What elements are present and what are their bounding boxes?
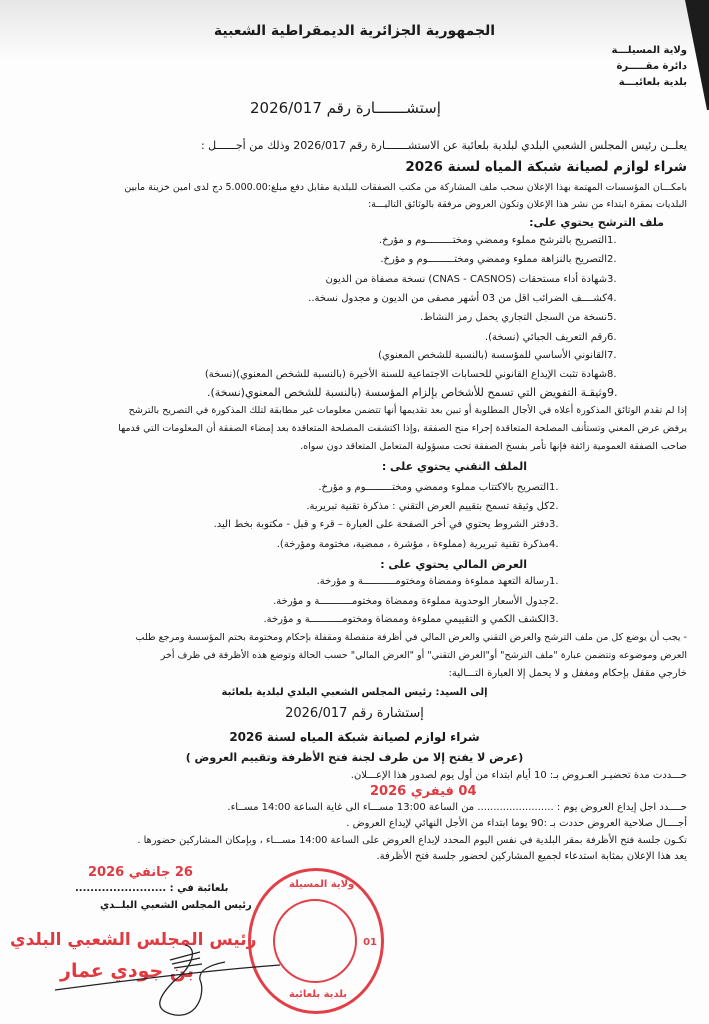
technical-heading: الملف التقني يحتوي على : <box>381 460 527 473</box>
intro-line: بامكـــان المؤسسات المهتمة بهذا الإعلان سحب ملف المشاركة من مكتب الصفقات للبلدية مقابل دفع مبلغ:5.000.00 دج لدى امين خزينة مابين <box>124 182 687 193</box>
list-item <box>378 349 627 363</box>
list-item-text: الكشف الكمي و التقييمي مملوءة وممضاة ومختومـــــــــــة و مؤرخة. <box>263 614 549 625</box>
list-item <box>207 386 627 400</box>
list-item-text: شهادة أداء مستحقات (CNAS - CASNOS) نسخة مصفاة من الديون <box>325 274 607 285</box>
wilaya-label: ولاية المسيلـــة <box>611 45 687 56</box>
list-item <box>318 481 569 495</box>
candidacy-note-line: صاحب الصفقة العمومية زائفة فإنها تأمر بفسخ الصفقة تحت مسؤولية المتعامل المتعاقد دون سواه. <box>300 441 687 452</box>
candidacy-note-line: يرفض عرض المعني وتستأنف المصلحة المتعاقدة إجراء منح الصفقة ,وإذا اكتشفت المصلحة المتعاقدة بعد إمضاء الصفقة أن المعلومات التي قدمها <box>118 423 687 434</box>
list-item-text: كشــــف الضرائب اقل من 03 أشهر مصفى من الديون و مجدول نسخة.. <box>308 293 607 304</box>
financial-heading: العرض المالي يحتوي على : <box>380 558 527 571</box>
baladiya-label: بلدية بلعائبـــة <box>618 77 687 88</box>
list-item <box>485 331 627 345</box>
list-item <box>317 575 569 589</box>
list-item-text: شهادة تثبت الإيداع القانوني للحسابات الاجتماعية للسنة الأخيرة (بالنسبة للشخص المعنوي)(نسخة) <box>204 369 607 380</box>
list-item <box>420 311 627 325</box>
list-item-text: رقم التعريف الجبائي (نسخة). <box>484 332 607 343</box>
terms-line: حـــددت مدة تحضيـر العـروض بـ: 10 أيام ابتداء من أول يوم لصدور هذا الإعـــلان. <box>350 770 687 781</box>
list-item-text: دفتر الشروط يحتوي في أخر الصفحة على العبارة – قرء و قبل - مكتوبة بخط اليد. <box>213 519 549 530</box>
financial-note-line: - يجب أن يوضع كل من ملف الترشح والعرض التقني والعرض المالي في أظرفة منفصلة ومقفلة بإحكام ومختومة بختم المؤسسة ومرجع طلب <box>135 632 687 643</box>
list-item <box>379 234 627 248</box>
list-item <box>263 613 569 627</box>
list-number: .5 <box>607 312 617 323</box>
list-number: .2 <box>549 596 559 607</box>
handwritten-deposit-date: 04 فيفري 2026 <box>370 784 477 799</box>
subject-heading: شراء لوازم لصيانة شبكة المياه لسنة 2026 <box>405 159 687 175</box>
list-number: .1 <box>549 576 559 587</box>
list-item <box>380 253 627 267</box>
list-item-text: التصريح بالاكتتاب مملوء وممضي ومختـــــــــوم و مؤرخ. <box>318 482 549 493</box>
terms-line: أجــــال صلاحية العروض حددت بـ :90 يوما ابتداء من الأجل النهائي لإيداع العروض . <box>346 818 687 829</box>
list-item-text: مذكرة تقنية تبريرية (مملوءة ، مؤشرة ، ممضية، مختومة ومؤرخة). <box>276 539 549 550</box>
seal-top-text: ولاية المسيلة <box>289 879 355 890</box>
daira-label: دائرة مقـــــرة <box>616 61 687 72</box>
list-number: .3 <box>549 519 559 530</box>
announcement-line: يعلــن رئيس المجلس الشعبي البلدي لبلدية بلعائبة عن الاستشـــــــارة رقم 2026/017 وذلك من أجــــــل : <box>200 139 687 152</box>
list-item-text: القانوني الأساسي للمؤسسة (بالنسبة للشخص المعنوي) <box>378 350 607 361</box>
list-number: .7 <box>607 350 617 361</box>
consultation-title: إستشـــــــارة رقم 2026/017 <box>250 99 441 117</box>
candidacy-note-line: إذا لم تقدم الوثائق المذكورة أعلاه في الأجال المطلوبة أو تبين بعد تقديمها أنها تتضمن معلومات غير مطابقة لتلك المذكورة في التصريح بالترشح <box>128 405 687 416</box>
terms-line: يعد هذا الإعلان بمثابة استدعاء لجميع المشاركين لحضور جلسة فتح الأظرفة. <box>376 851 687 862</box>
signature-stamp-name: بن جودي عمار <box>60 960 195 982</box>
intro-line: البلديات بمقرة ابتداء من نشر هذا الإعلان وتكون العروض مرفقة بالوثائق التاليـــة: <box>367 199 687 210</box>
list-item-text: كل وثيقة تسمح بتقييم العرض التقني : مذكرة تقنية تبريرية. <box>306 501 549 512</box>
list-number: .1 <box>607 235 617 246</box>
list-item <box>325 273 627 287</box>
list-item <box>214 518 569 532</box>
signature-stamp-title: رئيس المجلس الشعبي البلدي <box>10 930 257 950</box>
seal-number: 01 <box>363 937 377 948</box>
financial-note-line: خارجي مقفل بإحكام ومغفل و لا يحمل إلا العبارة التـــالية: <box>448 668 687 679</box>
candidacy-heading: ملف الترشح يحتوي على: <box>529 216 664 229</box>
list-item-text: التصريح بالترشح مملوء وممضي ومختـــــــــوم و مؤرخ. <box>378 235 607 246</box>
list-number: .4 <box>549 539 559 550</box>
list-item <box>273 595 569 609</box>
envelope-warning: (عرض لا يفتح إلا من طرف لجنة فتح الأظرفة وتقييم العروض ) <box>185 751 524 764</box>
list-number: .2 <box>549 501 559 512</box>
list-item-text: رسالة التعهد مملوءة وممضاة ومختومـــــــــــة و مؤرخة. <box>316 576 549 587</box>
handwritten-sign-date: 26 جانفي 2026 <box>88 865 193 880</box>
list-item-text: نسخة من السجل التجاري يحمل رمز النشاط. <box>420 312 607 323</box>
signatory-title: رئيس المجلس الشعبي البلــدي <box>100 900 252 911</box>
list-number: .4 <box>607 293 617 304</box>
envelope-address: إلى السيد: رئيس المجلس الشعبي البلدي لبلدية بلعائبة <box>221 687 488 698</box>
list-item <box>308 292 627 306</box>
list-number: .9 <box>607 386 618 399</box>
list-item <box>277 538 569 552</box>
envelope-subject: شراء لوازم لصيانة شبكة المياه لسنة 2026 <box>229 730 480 744</box>
terms-line: تكـون جلسة فتح الأظرفة بمقر البلدية في نفس اليوم المحدد لإيداع العروض على الساعة 14:00 مســـاء ، وبإمكان المشاركين حضورها . <box>137 835 687 846</box>
place-date-line: بلعائبة في : ........................ <box>75 883 229 894</box>
list-number: .3 <box>549 614 559 625</box>
list-number: .2 <box>607 254 617 265</box>
list-item <box>205 368 627 382</box>
list-number: .6 <box>607 332 617 343</box>
financial-note-line: العرض وموضوعه وتتضمن عبارة "ملف الترشح" أو"العرض التقني" أو "العرض المالي" حسب الحالة وتوضع هذه الأظرفة في ظرف أخر <box>160 650 687 661</box>
list-item <box>306 500 569 514</box>
seal-bottom-text: بلدية بلعائبة <box>289 989 348 1000</box>
list-number: .1 <box>549 482 559 493</box>
republic-heading: الجمهورية الجزائرية الديمقراطية الشعبية <box>213 23 496 39</box>
list-item-text: جدول الأسعار الوحدوية مملوءة وممضاة ومختومـــــــــــة و مؤرخة. <box>273 596 549 607</box>
handwritten-signature <box>50 940 290 1020</box>
list-item-text: التصريح بالنزاهة مملوء وممضي ومختـــــــــوم و مؤرخ. <box>380 254 607 265</box>
terms-line: حــــدد اجل إيداع العروض يوم : ........................ من الساعة 13:00 مســـاء الى غاية الساعة 14:00 مســاء. <box>227 802 687 813</box>
envelope-reference: إستشارة رقم 2026/017 <box>285 706 424 721</box>
list-number: .8 <box>607 369 617 380</box>
list-item-text: وثيقـة التفويض التي تسمح للأشخاص بإلزام المؤسسة (بالنسبة للشخص المعنوي(نسخة). <box>207 386 607 399</box>
list-number: .3 <box>607 274 617 285</box>
